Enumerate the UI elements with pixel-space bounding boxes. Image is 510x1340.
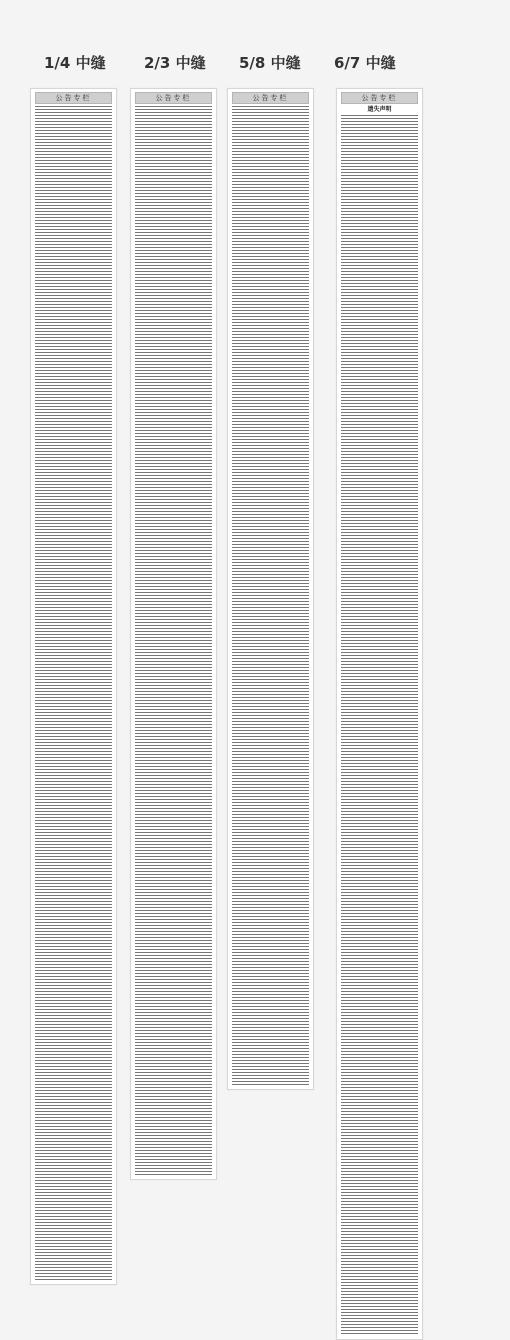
- notice-column-2-3: [130, 88, 217, 1180]
- page-label-1-4: 1/4 中缝: [44, 54, 106, 72]
- notice-column-6-7: [336, 88, 423, 1340]
- notice-text-block: [232, 106, 309, 1086]
- page-label-5-8: 5/8 中缝: [239, 54, 301, 72]
- notice-text-block: [35, 106, 112, 1281]
- column-title: 公告专栏: [341, 92, 418, 104]
- lost-declaration-heading: 遗失声明: [367, 106, 392, 113]
- page-label-6-7: 6/7 中缝: [334, 54, 396, 72]
- column-title: 公告专栏: [135, 92, 212, 104]
- column-title: 公告专栏: [35, 92, 112, 104]
- page-headers: [0, 52, 510, 76]
- notice-column-5-8: [227, 88, 314, 1090]
- column-title: 公告专栏: [232, 92, 309, 104]
- notice-column-1-4: [30, 88, 117, 1285]
- page-label-2-3: 2/3 中缝: [144, 54, 206, 72]
- notice-text-block: [341, 115, 418, 1336]
- notice-text-block: [135, 106, 212, 1176]
